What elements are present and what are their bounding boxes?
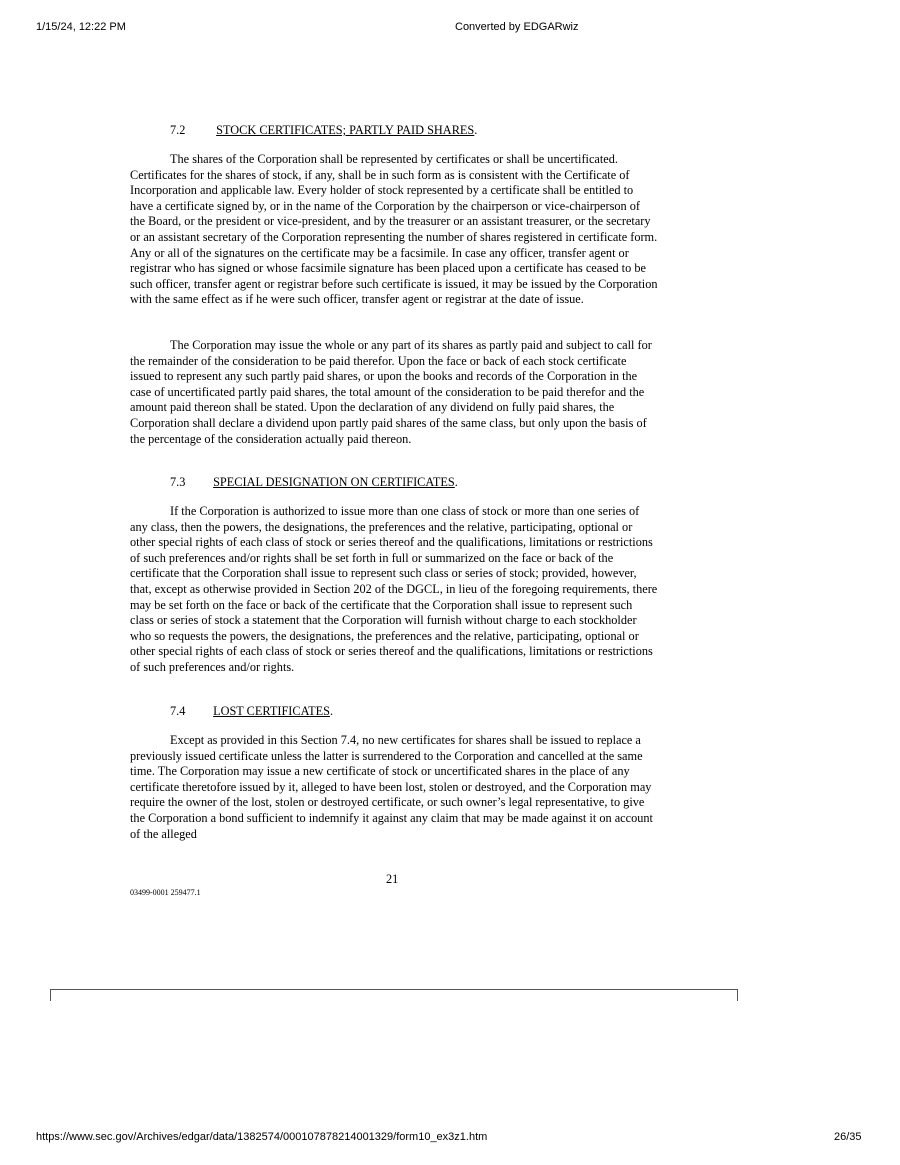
section-title: SPECIAL DESIGNATION ON CERTIFICATES xyxy=(213,475,455,489)
paragraph: Except as provided in this Section 7.4, no new certificates for shares shall be issued to replace a previously issued certificate unless the latter is surrendered to the Corporation and cancelled at the same time. The Corporation may issue a new certificate of stock or uncertificated shares in the place of any certificate theretofore issued by it, alleged to have been lost, stolen or destroyed, and the Corporation may require the owner of the lost, stolen or destroyed certificate, or such owner’s legal representative, to give the Corporation a bond sufficient to indemnify it against any claim that may be made against it on account of the alleged xyxy=(130,733,653,841)
print-footer-url: https://www.sec.gov/Archives/edgar/data/1382574/000107878214001329/form10_ex3z1.htm xyxy=(36,1131,488,1143)
paragraph: The Corporation may issue the whole or any part of its shares as partly paid and subject to call for the remainder of the consideration to be paid therefor. Upon the face or back of each stock certificate issued to represent any such partly paid shares, or upon the books and records of the Corporation in the case of uncertificated partly paid shares, the total amount of the consideration to be paid therefor and the amount paid thereon shall be stated. Upon the declaration of any dividend on fully paid shares, the Corporation shall declare a dividend upon partly paid shares of the same class, but only upon the basis of the percentage of the consideration actually paid thereon. xyxy=(130,338,652,446)
print-page-counter: 26/35 xyxy=(834,1131,862,1143)
paragraph: If the Corporation is authorized to issue more than one class of stock or more than one series of any class, then the powers, the designations, the preferences and the relative, participating, optional or other special rights of each class of stock or series thereof and the qualifications, limitations or restrictions of such preferences and/or rights shall be set forth in full or summarized on the face or back of the certificate that the Corporation shall issue to represent such class or series of stock; provided, however, that, except as otherwise provided in Section 202 of the DGCL, in lieu of the foregoing requirements, there may be set forth on the face or back of the certificate that the Corporation shall issue to represent such class or series of stock a statement that the Corporation will furnish without charge to each stockholder who so requests the powers, the designations, the preferences and the relative, participating, optional or other special rights of each class of stock or series thereof and the qualifications, limitations or restrictions of such preferences and/or rights. xyxy=(130,504,658,674)
section-number: 7.3 xyxy=(170,475,186,489)
page-number: 21 xyxy=(386,872,399,886)
section-title: STOCK CERTIFICATES; PARTLY PAID SHARES xyxy=(216,123,475,137)
section-title: LOST CERTIFICATES xyxy=(213,704,330,718)
section-heading-7-3: 7.3 SPECIAL DESIGNATION ON CERTIFICATES. xyxy=(130,475,458,491)
print-datetime: 1/15/24, 12:22 PM xyxy=(36,21,126,33)
section-number: 7.4 xyxy=(170,704,186,718)
section-heading-7-2: 7.2 STOCK CERTIFICATES; PARTLY PAID SHARES. xyxy=(130,123,477,139)
section-number: 7.2 xyxy=(170,123,186,137)
document-id: 03499-0001 259477.1 xyxy=(130,888,201,897)
paragraph: The shares of the Corporation shall be represented by certificates or shall be uncertificated. Certificates for the shares of stock, if any, shall be in such form as is consistent with the Certificate of Incorporation and applicable law. Every holder of stock represented by a certificate shall be entitled to have a certificate signed by, or in the name of the Corporation by the chairperson or vice-chairperson of the Board, or the president or vice-president, and by the treasurer or an assistant treasurer, or the secretary or an assistant secretary of the Corporation representing the number of shares registered in certificate form. Any or all of the signatures on the certificate may be a facsimile. In case any officer, transfer agent or registrar who has signed or whose facsimile signature has been placed upon a certificate has ceased to be such officer, transfer agent or registrar before such certificate is issued, it may be issued by the Corporation with the same effect as if he were such officer, transfer agent or registrar at the date of issue. xyxy=(130,152,658,307)
page-break-frame xyxy=(50,989,738,1001)
print-header-title: Converted by EDGARwiz xyxy=(455,21,579,33)
section-heading-7-4: 7.4 LOST CERTIFICATES. xyxy=(130,704,333,720)
